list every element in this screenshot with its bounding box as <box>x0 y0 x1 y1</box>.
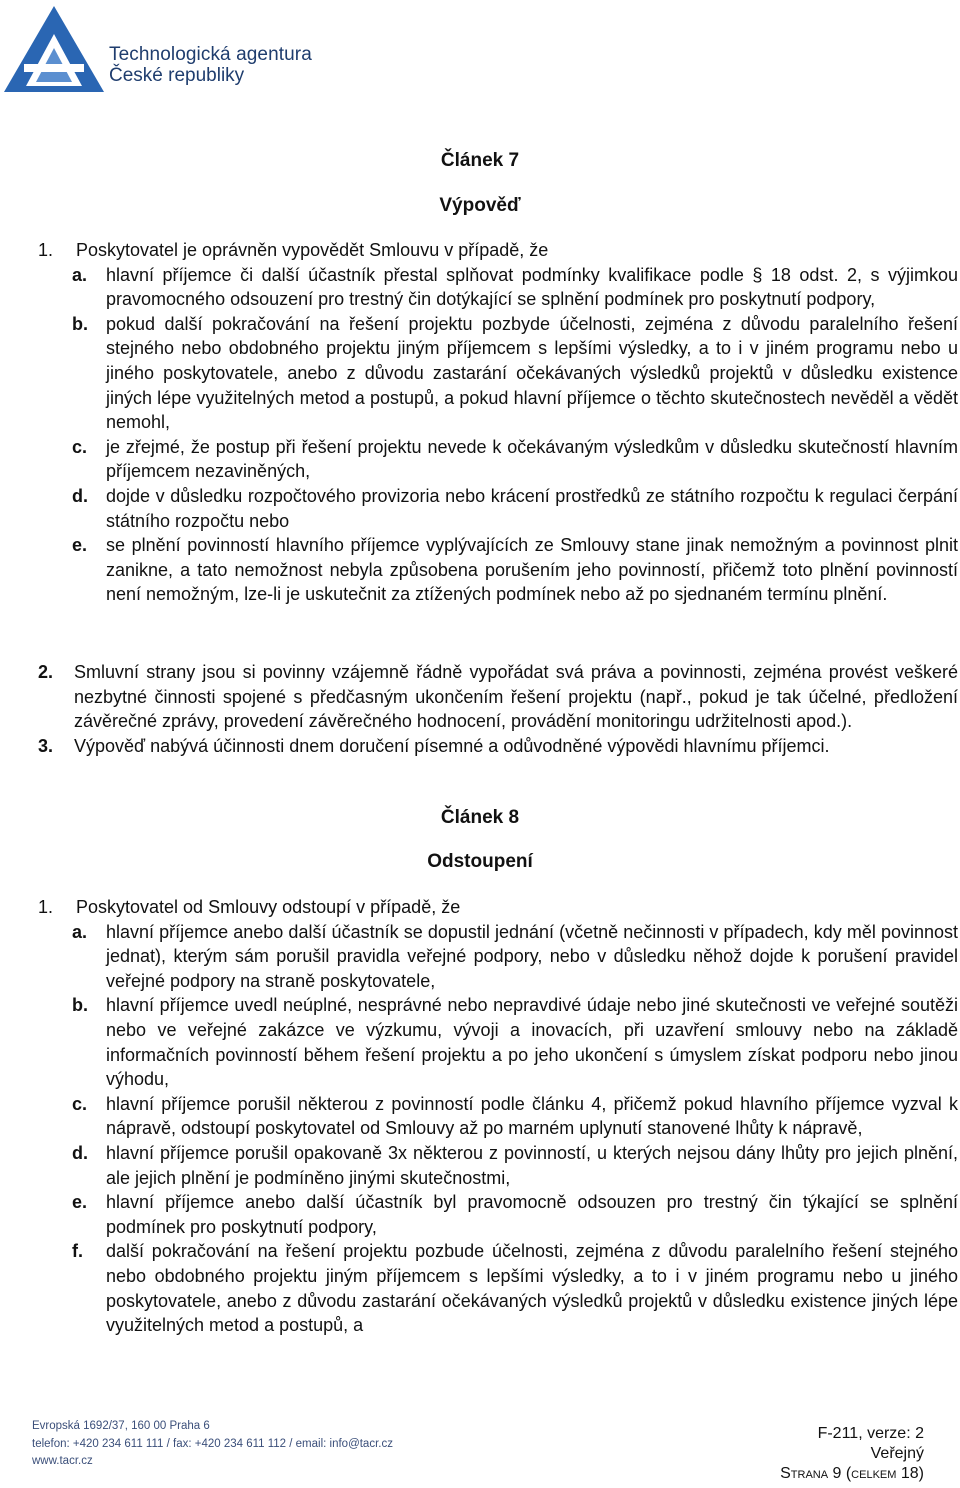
article8-item-b <box>72 993 958 1091</box>
article7-item-b <box>72 312 958 435</box>
item-letter: f. <box>72 1241 83 1262</box>
footer-address: Evropská 1692/37, 160 00 Praha 6 <box>32 1420 210 1432</box>
footer-address-block <box>32 1418 393 1471</box>
item-text: hlavní příjemce či další účastník přestal splňovat podmínky kvalifikace podle § 18 odst. 2, s výjimkou pravomocného odsouzení pro trestný čin dotýkající se splnění podmínek pro poskytnutí podpory, <box>106 264 958 310</box>
item-letter: c. <box>72 436 88 457</box>
item-letter: a. <box>72 264 88 285</box>
form-code: F-211, verze: 2 <box>817 1425 924 1442</box>
footer-web-link[interactable]: www.tacr.cz <box>32 1455 93 1467</box>
paragraph-number: 1. <box>38 240 54 260</box>
paragraph-number: 1. <box>38 897 54 917</box>
paragraph-text: Smluvní strany jsou si povinny vzájemně řádně vypořádat svá práva a povinnosti, zejména provést veškeré nezbytné činnosti spojené s předčasným ukončením řešení projektu (např., pokud je tak účelné, předložení závěrečné zprávy, provedení závěrečného hodnocení, provádění monitoringu udržitelnosti apod.). <box>74 662 958 732</box>
article7-item-e <box>72 533 958 607</box>
item-letter: c. <box>72 1093 88 1114</box>
item-text: hlavní příjemce porušil opakovaně 3x některou z povinností, u kterých nejsou dány lhůty pro jejich plnění, ale jejich plnění je podmíněno jinými skutečnostmi, <box>106 1142 958 1188</box>
article8-subtitle: Odstoupení <box>427 851 533 872</box>
logo-text-line2: České republiky <box>109 65 245 86</box>
footer-contact: telefon: +420 234 611 111 / fax: +420 234 611 112 / email: info@tacr.cz <box>32 1437 393 1450</box>
classification: Veřejný <box>870 1445 924 1462</box>
logo <box>0 0 320 100</box>
item-letter: a. <box>72 921 88 942</box>
item-letter: b. <box>72 313 88 334</box>
article8-item-c <box>72 1092 958 1141</box>
article7-title: Článek 7 <box>440 150 520 171</box>
paragraph-number: 3. <box>38 735 54 756</box>
footer-meta <box>780 1424 924 1484</box>
paragraph-number: 2. <box>38 662 54 682</box>
item-text: se plnění povinností hlavního příjemce vyplývajících ze Smlouvy stane jinak nemožným a povinnost plnit zanikne, a tato nemožnost nebyla způsobena porušením jeho povinností, přičemž toto plnění povinností není nemožným, lze-li je uskutečnit za ztížených podmínek nebo až po sjednaném termínu plnění. <box>106 535 958 605</box>
item-text: hlavní příjemce porušil některou z povinností podle článku 4, přičemž pokud hlavního příjemce vyzval k nápravě, odstoupí poskytovatel od Smlouvy až po marném uplynutí stanovené lhůty k nápravě, <box>106 1093 958 1139</box>
article7-paragraphs-2-3 <box>38 660 958 758</box>
tacr-logo-icon <box>2 4 106 96</box>
paragraph-text: Poskytovatel od Smlouvy odstoupí v případě, že <box>76 897 461 917</box>
article8-item-f <box>72 1239 958 1337</box>
article7-paragraph-2 <box>38 660 958 734</box>
article7-body <box>38 238 958 607</box>
paragraph-text: Poskytovatel je oprávněn vypovědět Smlouvu v případě, že <box>76 240 549 260</box>
item-text: dojde v důsledku rozpočtového provizoria nebo krácení prostředků ze státního rozpočtu k regulaci čerpání státního rozpočtu nebo <box>106 485 958 531</box>
article8-item-e <box>72 1190 958 1239</box>
article7-paragraph-1 <box>38 238 958 263</box>
article7-item-c <box>72 435 958 484</box>
article8-paragraph-1 <box>38 895 958 920</box>
item-text: hlavní příjemce uvedl neúplné, nesprávné nebo nepravdivé údaje nebo jiné skutečnosti ve veřejné soutěži nebo ve veřejné zakázce ve výzkumu, vývoji a inovacích, při uzavření smlouvy nebo na základě informačních povinností během řešení projektu a po jeho ukončení s úmyslem získat podporu nebo jinou výhodu, <box>106 995 958 1090</box>
article8-body <box>38 895 958 1338</box>
item-text: hlavní příjemce anebo další účastník byl pravomocně odsouzen pro trestný čin týkající se splnění podmínek pro poskytnutí podpory, <box>106 1192 958 1237</box>
paragraph-text: Výpověď nabývá účinnosti dnem doručení písemné a odůvodněné výpovědi hlavnímu příjemci. <box>74 735 830 756</box>
article8-item-a <box>72 920 958 994</box>
item-letter: d. <box>72 1142 88 1163</box>
article7-subtitle: Výpověď <box>439 195 521 216</box>
item-text: je zřejmé, že postup při řešení projektu nevede k očekávaným výsledkům v důsledku skutečností hlavním příjemcem nezaviněných, <box>106 436 958 482</box>
item-letter: d. <box>72 485 88 506</box>
logo-text-line1: Technologická agentura <box>109 44 312 65</box>
article7-paragraph-3 <box>38 734 958 759</box>
article8-title: Článek 8 <box>440 807 520 828</box>
item-letter: e. <box>72 1192 88 1213</box>
item-letter: e. <box>72 535 88 556</box>
page-number: Strana 9 (celkem 18) <box>780 1465 924 1482</box>
article7-item-a <box>72 263 958 312</box>
article7-item-d <box>72 484 958 533</box>
article8-item-d <box>72 1141 958 1190</box>
item-text: hlavní příjemce anebo další účastník se dopustil jednání (včetně nečinnosti v případech, kdy měl povinnost jednat), kterým sám porušil pravidla veřejné podpory, nebo v důsledku něhož dojde k porušení pravidel veřejné podpory na straně poskytovatele, <box>106 921 958 991</box>
item-text: další pokračování na řešení projektu pozbude účelnosti, zejména z důvodu paralelního řešení stejného nebo obdobného projektu jiným příjemcem s lepšími výsledky, a to i v jiném programu nebo u jiného poskytovatele, anebo z důvodu zastarání očekávaných výsledků projektů v důsledku existence jiných lépe využitelných metod a postupů, a <box>106 1241 958 1336</box>
item-text: pokud další pokračování na řešení projektu pozbyde účelnosti, zejména z důvodu paralelního řešení stejného nebo obdobného projektu jiným příjemcem s lepšími výsledky, a to i v jiném programu nebo u jiného poskytovatele, anebo z důvodu zastarání očekávaných výsledků projektů v důsledku existence jiných lépe využitelných metod a postupů, a pokud hlavní příjemce o těchto skutečnostech nevěděl a vědět nemohl, <box>106 313 958 433</box>
item-letter: b. <box>72 995 88 1016</box>
